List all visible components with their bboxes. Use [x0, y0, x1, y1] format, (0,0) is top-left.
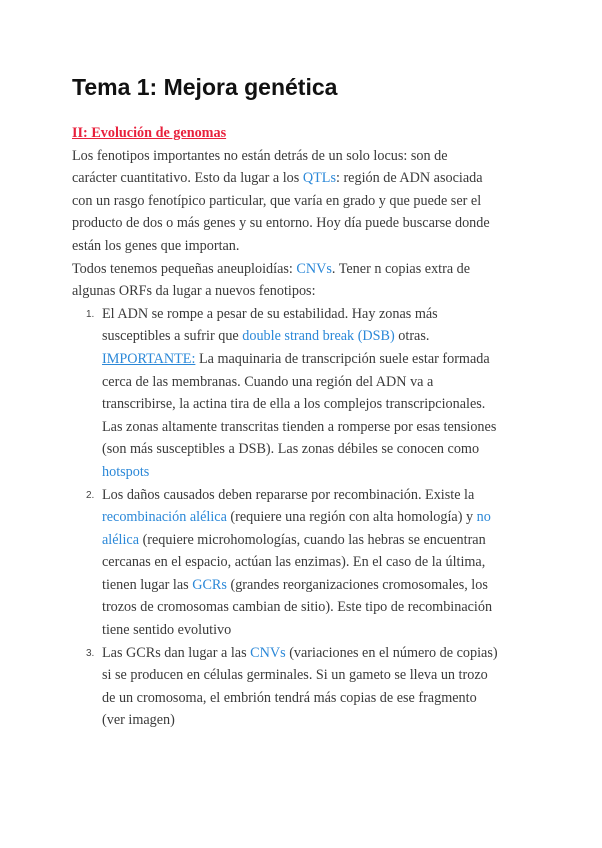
text-line: producto de dos o más genes y su entorno. Hoy día puede buscarse donde: [72, 215, 490, 232]
text-line: Las zonas altamente transcritas tienden a romperse por esas tensiones: [102, 418, 497, 435]
paragraph-qtls: [72, 145, 532, 258]
text-span: . Tener n copias extra de: [331, 260, 471, 277]
text-span: otras.: [394, 328, 430, 345]
text-line: (son más susceptibles a DSB). Las zonas débiles se conocen como: [102, 441, 480, 458]
list-number: 1.: [86, 308, 95, 320]
text-line: Los fenotipos importantes no están detrás de un solo locus: son de: [72, 147, 448, 164]
numbered-list: [72, 303, 532, 732]
text-span: susceptibles a sufrir que: [102, 328, 243, 345]
text-span: (requiere microhomologías, cuando las hebras se encuentran: [139, 531, 486, 548]
text-line: (ver imagen): [102, 712, 175, 729]
text-line: trozos de cromosomas cambian de sitio). Este tipo de recombinación: [102, 599, 493, 616]
text-line: cerca de las membranas. Cuando una región del ADN va a: [102, 373, 434, 390]
text-line: [102, 461, 532, 484]
text-line: [102, 506, 532, 529]
text-line: [102, 642, 532, 665]
term-no-alelica-part2: alélica: [102, 531, 140, 548]
document-body: [72, 122, 532, 732]
text-line: están los genes que importan.: [72, 237, 240, 254]
text-line: con un rasgo fenotípico particular, que varía en grado y que puede ser el: [72, 192, 482, 209]
list-number: 3.: [86, 647, 95, 659]
text-span: carácter cuantitativo. Esto da lugar a los: [72, 170, 303, 187]
list-item: [72, 303, 532, 484]
term-cnvs: CNVs: [296, 260, 332, 277]
page-title: Tema 1: Mejora genética: [72, 74, 338, 100]
text-line: Los daños causados deben repararse por recombinación. Existe la: [102, 486, 475, 503]
term-no-alelica-part1: no: [476, 509, 491, 526]
text-line: El ADN se rompe a pesar de su estabilidad. Hay zonas más: [102, 305, 438, 322]
section-heading: [72, 122, 532, 145]
text-span: (variaciones en el número de copias): [285, 644, 498, 661]
text-line: [102, 529, 532, 552]
term-qtls: QTLs: [302, 170, 336, 187]
text-line: transcribirse, la actina tira de ella a los complejos transcripcionales.: [102, 396, 486, 413]
text-line: de un cromosoma, el embrión tendrá más copias de ese fragmento: [102, 689, 477, 706]
text-span: Todos tenemos pequeñas aneuploidías:: [72, 260, 297, 277]
text-line: tiene sentido evolutivo: [102, 622, 232, 639]
term-hotspots: hotspots: [102, 463, 150, 480]
important-label: IMPORTANTE:: [102, 350, 196, 367]
text-line: [72, 258, 532, 281]
text-span: Las GCRs dan lugar a las: [102, 644, 251, 661]
term-recombinacion-alelica: recombinación alélica: [102, 509, 227, 526]
paragraph-cnvs: [72, 258, 532, 303]
text-line: [102, 348, 532, 371]
text-line: [102, 325, 532, 348]
text-line: [72, 167, 532, 190]
list-number: 2.: [86, 489, 95, 501]
text-line: algunas ORFs da lugar a nuevos fenotipos:: [72, 283, 316, 300]
list-item: [72, 484, 532, 642]
list-item: [72, 642, 532, 732]
term-cnvs: CNVs: [250, 644, 286, 661]
text-span: La maquinaria de transcripción suele estar formada: [195, 350, 490, 367]
text-line: si se producen en células germinales. Si un gameto se lleva un trozo: [102, 667, 488, 684]
term-dsb: double strand break (DSB): [242, 328, 395, 345]
text-line: [102, 574, 532, 597]
section-heading-text: II: Evolución de genomas: [72, 125, 227, 141]
term-gcrs: GCRs: [192, 576, 227, 593]
text-span: (grandes reorganizaciones cromosomales, los: [226, 576, 488, 593]
text-line: cercanas en el espacio, actúan las enzimas). En el caso de la última,: [102, 554, 486, 571]
text-span: (requiere una región con alta homología) y: [226, 509, 477, 526]
text-span: tienen lugar las: [102, 576, 193, 593]
text-span: : región de ADN asociada: [335, 170, 483, 187]
